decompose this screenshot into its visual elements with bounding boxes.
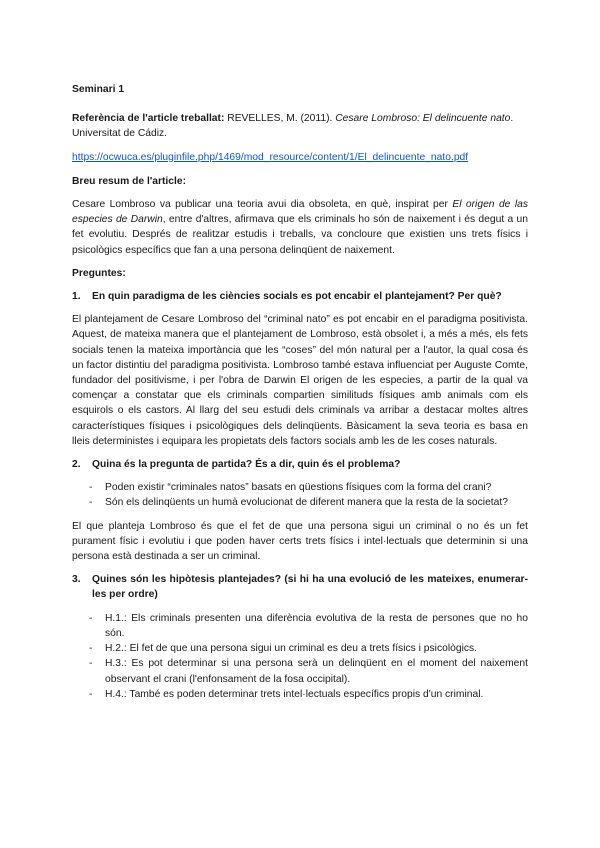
question-1-answer: El plantejament de Cesare Lombroso del “criminal nato” es pot encabir en el paradigma positivista. Aquest, de mateixa manera que el plantejament de Lombroso, està obsolet i, a més a més, els fets socials tenen la mateixa importància que les “coses” del món natural per a l'autor, la qual cosa és un factor distintiu del paradigma positivista. Lombroso també estava influenciat per Auguste Comte, fundador del positivisme, i per l'obra de Darwin El origen de les especies, a partir de la qual va començar a constatar que els criminals compartien similituds físiques amb animals com els esquirols o els castors. Al llarg del seu estudi dels criminals va arribar a destacar moltes altres característiques físiques i psicològiques dels delinqüents. Bàsicament la seva teoria es basa en lleis deterministes i equipara les propietats dels factors socials amb les de les coses naturals. — [72, 314, 528, 447]
question-1 — [72, 289, 528, 304]
document-page — [72, 82, 528, 710]
list-item — [89, 495, 528, 510]
summary-heading: Breu resum de l'article: — [72, 175, 187, 187]
question-2-number: 2. — [72, 459, 81, 471]
question-2-answer: El que planteja Lombroso és que el fet de que una persona sigui un criminal o no és un fet purament físic i evolutiu i que poden haver certs trets físics i intel·lectuals que determinin si una persona està destinada a ser un criminal. — [72, 520, 528, 563]
bullet-text: H.1.: Els criminals presenten una diferència evolutiva de la resta de persones que no ho són. — [105, 612, 528, 639]
article-reference — [72, 111, 528, 141]
summary-book-title: El origen de las especies de Darwin — [72, 199, 528, 226]
reference-work-title: Cesare Lombroso: El delincuente nato — [335, 113, 511, 125]
list-item — [89, 656, 528, 686]
summary-part1: Cesare Lombroso va publicar una teoria avui dia obsoleta, en què, inspirat per — [72, 199, 453, 211]
list-item — [89, 641, 528, 656]
bullet-mark: - — [89, 497, 93, 509]
bullet-text: H.4.: També es poden determinar trets intel·lectuals específics propis d'un criminal. — [105, 688, 484, 700]
question-3 — [72, 572, 528, 602]
bullet-mark: - — [89, 658, 93, 670]
summary-part2: , entre d'altres, afirmava que els criminals ho són de naixement i és degut a un fet evolutiu. Després de realitzar estudis i treballs, va concloure que existien uns trets físics i psicològics específics que fan a una persona delinqüent de naixement. — [72, 214, 528, 256]
bullet-text: Poden existir “criminales natos” basats en qüestions físiques com la forma del crani? — [105, 482, 492, 494]
reference-publisher: . Universitat de Cádiz. — [72, 113, 514, 140]
bullet-text: H.2.: El fet de que una persona sigui un criminal es deu a trets físics i psicològics. — [105, 643, 478, 655]
bullet-mark: - — [89, 643, 93, 655]
bullet-mark: - — [89, 612, 93, 624]
question-1-number: 1. — [72, 291, 81, 303]
bullet-mark: - — [89, 482, 93, 494]
question-3-text: Quines són les hipòtesis plantejades? (si hi ha una evolució de les mateixes, enumerar-les per ordre) — [92, 574, 528, 601]
question-3-bullets — [72, 611, 528, 702]
bullet-text: H.3.: Es pot determinar si una persona serà un delinqüent en el moment del naixement observant el crani (l'enfonsament de la fosa occipital). — [105, 658, 528, 685]
question-3-number: 3. — [72, 574, 81, 586]
document-title: Seminari 1 — [72, 84, 125, 95]
summary-paragraph — [72, 197, 528, 258]
reference-label: Referència de l'article treballat: — [72, 113, 225, 125]
question-2 — [72, 457, 528, 472]
questions-heading: Preguntes: — [72, 267, 126, 279]
bullet-text: Són els delinqüents un humà evolucionat de diferent manera que la resta de la societat? — [105, 497, 508, 509]
article-link[interactable]: https://ocwuca.es/pluginfile.php/1469/mod_resource/content/1/El_delincuente_nato.pdf — [72, 151, 469, 163]
list-item — [89, 480, 528, 495]
question-2-text: Quina és la pregunta de partida? És a dir, quin és el problema? — [92, 459, 401, 471]
list-item — [89, 687, 528, 702]
question-2-bullets — [72, 480, 528, 510]
question-1-text: En quin paradigma de les ciències socials es pot encabir el plantejament? Per què? — [92, 291, 502, 303]
reference-authors: REVELLES, M. (2011). — [224, 113, 336, 125]
bullet-mark: - — [89, 688, 93, 700]
list-item — [89, 611, 528, 641]
